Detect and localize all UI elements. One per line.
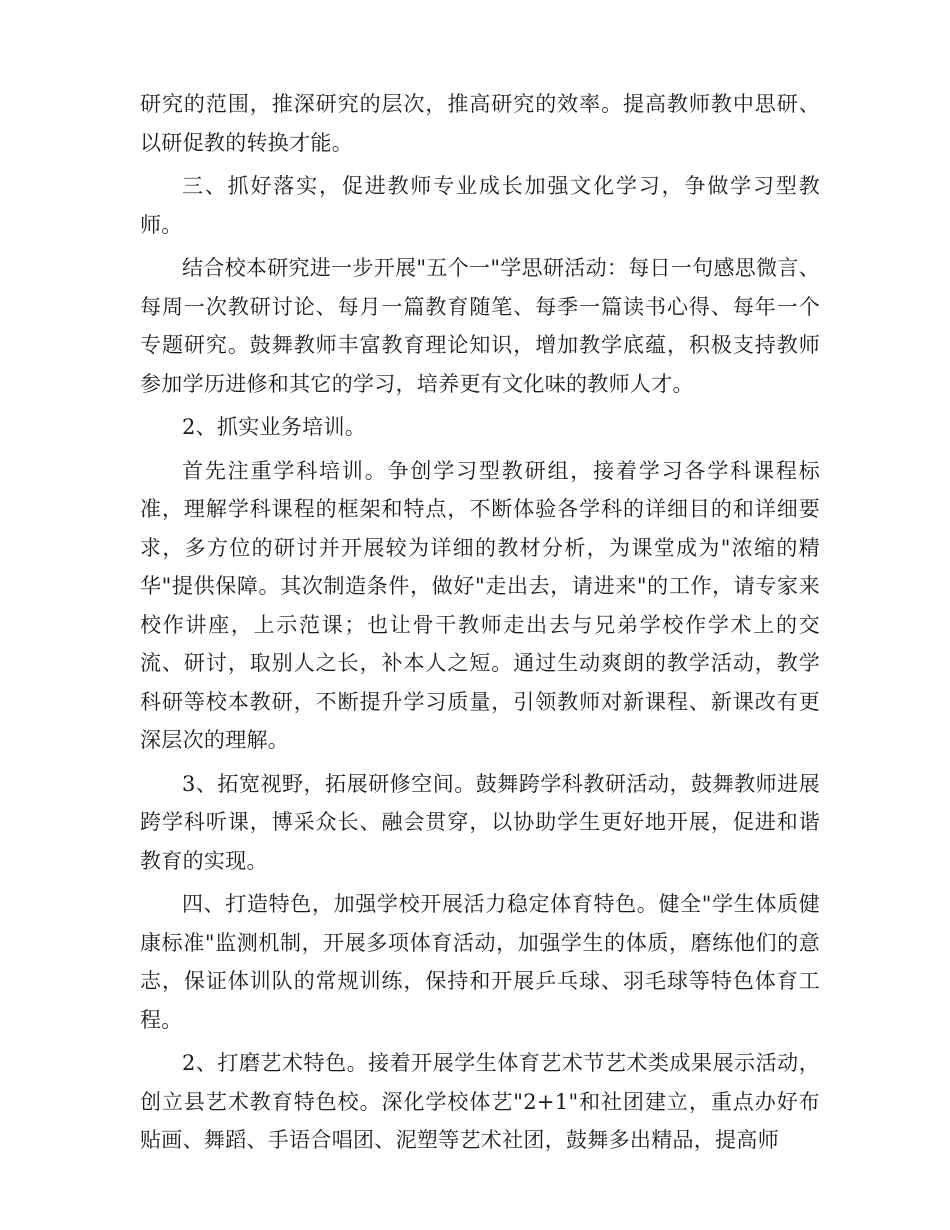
paragraph-continued: 研究的范围，推深研究的层次，推高研究的效率。提高教师教中思研、以研促教的转换才能。: [140, 92, 820, 155]
paragraph-art-features: 2、打磨艺术特色。接着开展学生体育艺术节艺术类成果展示活动，创立县艺术教育特色校。深化学校体艺"2+1"和社团建立，重点办好布贴画、舞蹈、手语合唱团、泥塑等艺术社团，鼓舞多出精品，提高师: [140, 1051, 820, 1152]
paragraph-subject-training: 首先注重学科培训。争创学习型教研组，接着学习各学科课程标准，理解学科课程的框架和特点，不断体验各学科的详细目的和详细要求，多方位的研讨并开展较为详细的教材分析，为课堂成为"浓缩的精华"提供保障。其次制造条件，做好"走出去，请进来"的工作，请专家来校作讲座，上示范课；也让骨干教师走出去与兄弟学校作学术上的交流、研讨，取别人之长，补本人之短。通过生动爽朗的教学活动，教学科研等校本教研，不断提升学习质量，引领教师对新课程、新课改有更深层次的理解。: [140, 458, 820, 752]
paragraph-broaden-vision: 3、拓宽视野，拓展研修空间。鼓舞跨学科教研活动，鼓舞教师进展跨学科听课，博采众长、融会贯穿，以协助学生更好地开展，促进和谐教育的实现。: [140, 771, 820, 873]
paragraph-five-ones-activity: 结合校本研究进一步开展"五个一"学思研活动：每日一句感思微言、每周一次教研讨论、每月一篇教育随笔、每季一篇读书心得、每年一个专题研究。鼓舞教师丰富教育理论知识，增加教学底蕴，积极支持教师参加学历进修和其它的学习，培养更有文化味的教师人才。: [140, 256, 820, 396]
paragraph-business-training-heading: 2、抓实业务培训。: [182, 415, 367, 439]
paragraph-section-three-heading: 三、抓好落实，促进教师专业成长加强文化学习，争做学习型教师。: [140, 174, 820, 237]
document-body: [140, 85, 820, 1165]
paragraph-section-four-sports: 四、打造特色，加强学校开展活力稳定体育特色。健全"学生体质健康标准"监测机制，开展多项体育活动，加强学生的体质，磨练他们的意志，保证体训队的常规训练，保持和开展乒乓球、羽毛球等特色体育工程。: [140, 892, 820, 1032]
